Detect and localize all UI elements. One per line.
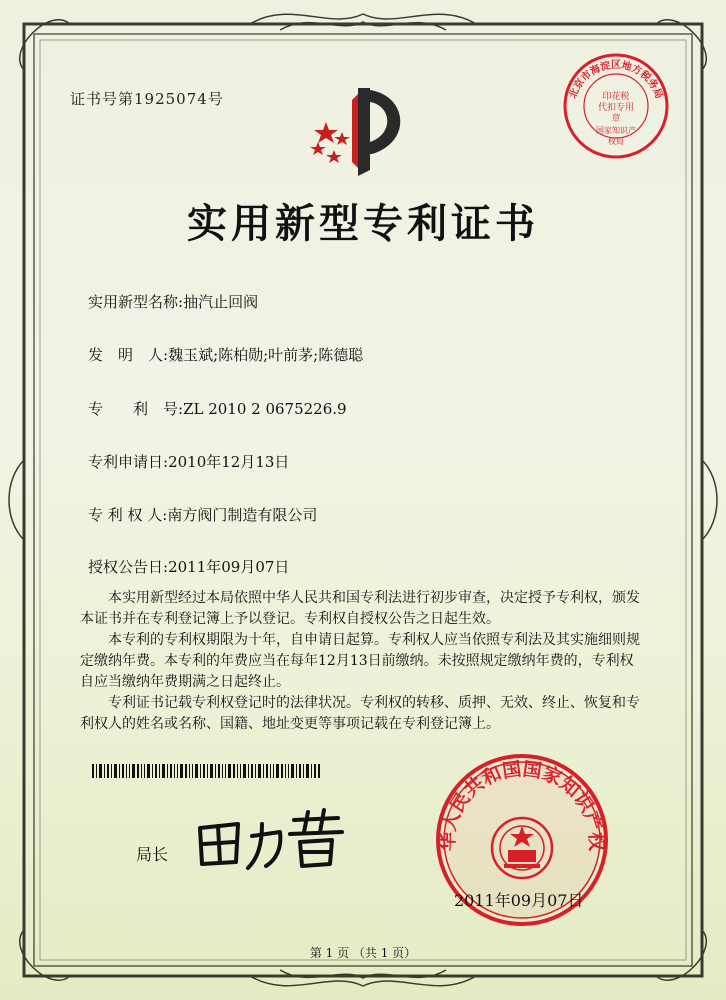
body-paragraph: 本实用新型经过本局依照中华人民共和国专利法进行初步审查，决定授予专利权，颁发本证书并在专利登记簿上予以登记。专利权自授权公告之日起生效。	[80, 590, 640, 627]
field-value: 2011年09月07日	[168, 558, 290, 576]
field-patentee	[88, 504, 317, 525]
body-paragraph: 本专利的专利权期限为十年，自申请日起算。专利权人应当依照专利法及其实施细则规定缴纳年费。本专利的年费应当在每年12月13日前缴纳。未按照规定缴纳年费的，专利权自应当缴纳年费期满之日起终止。	[80, 632, 640, 690]
field-value: 南方阀门制造有限公司	[167, 506, 318, 524]
tax-stamp-line2: 代扣专用章	[597, 103, 634, 124]
field-label: 实用新型名称:	[88, 293, 184, 311]
field-value: 2010年12月13日	[168, 453, 290, 471]
tax-stamp-outer-text: 北京市海淀区地方税务局	[567, 59, 665, 101]
tax-stamp-line1: 印花税	[602, 92, 630, 102]
field-label: 专 利 号:	[88, 400, 184, 418]
field-label: 授权公告日:	[88, 558, 169, 576]
certificate-number: 证书号第1925074号	[70, 90, 224, 108]
field-value: ZL 2010 2 0675226.9	[183, 400, 347, 418]
certificate-title: 实用新型专利证书	[187, 201, 539, 247]
field-inventors	[88, 344, 363, 365]
tax-stamp-line3: 国家知识产权局	[596, 126, 636, 146]
body-paragraph: 专利证书记载专利权登记时的法律状况。专利权的转移、质押、无效、终止、恢复和专利权人的姓名或名称、国籍、地址变更等事项记载在专利登记簿上。	[80, 695, 640, 732]
field-label: 专 利 权 人:	[88, 506, 168, 524]
seal-date: 2011年09月07日	[454, 891, 584, 910]
field-label: 发 明 人:	[88, 346, 169, 364]
field-value: 抽汽止回阀	[183, 293, 259, 311]
certificate-body	[80, 588, 640, 735]
tax-stamp-seal	[562, 52, 670, 160]
barcode	[92, 764, 320, 778]
director-signature	[190, 808, 350, 878]
field-value: 魏玉斌;陈柏勋;叶前茅;陈德聪	[168, 346, 364, 364]
official-seal-text: 华人民共和国国家知识产权	[436, 758, 608, 852]
field-grant-date	[88, 556, 289, 577]
field-patent-number	[88, 398, 347, 419]
director-label: 局长	[136, 845, 169, 864]
patent-office-emblem-icon	[308, 80, 418, 180]
page-number: 第 1 页 （共 1 页）	[309, 946, 417, 960]
field-label: 专利申请日:	[88, 453, 169, 471]
field-utility-model-name	[88, 291, 258, 312]
field-application-date	[88, 451, 289, 472]
